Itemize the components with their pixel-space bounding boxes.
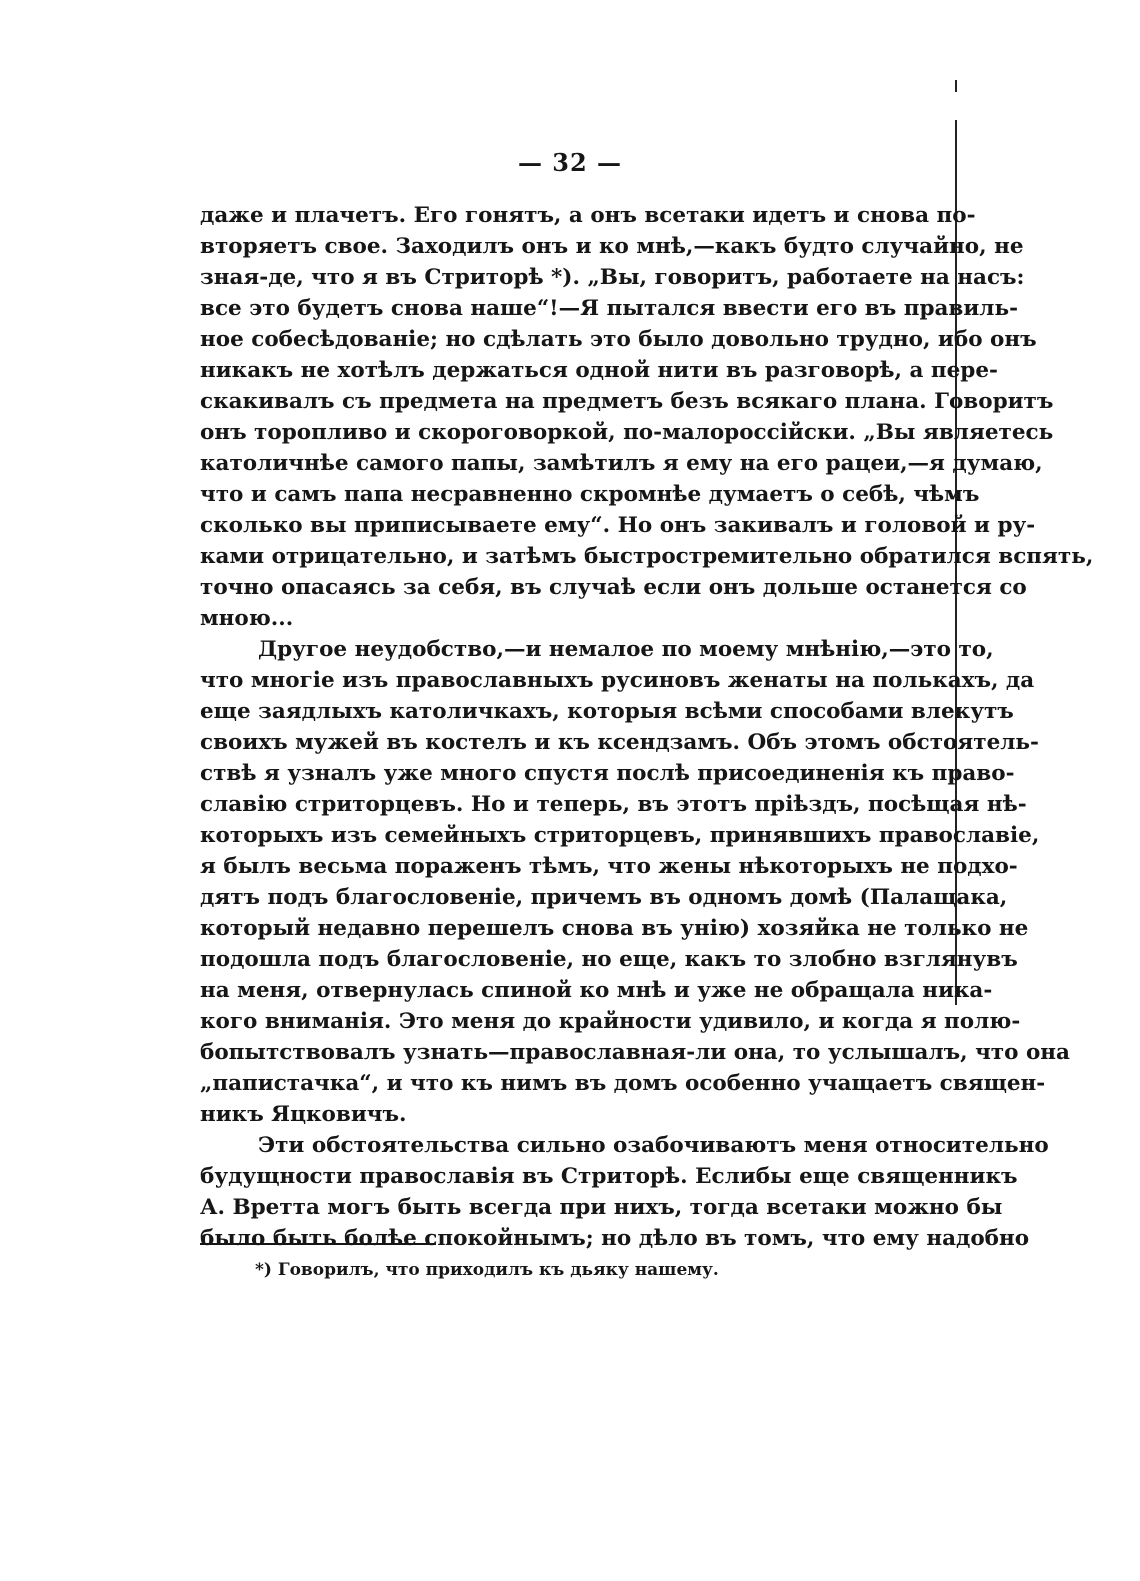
text-line: кого вниманія. Это меня до крайности удивило, и когда я полю- [200,1009,1021,1034]
text-line: никъ Яцковичъ. [200,1102,407,1127]
text-line: еще заядлыхъ католичкахъ, которыя всѣми способами влекутъ [200,699,1014,724]
footnote: *) Говорилъ, что приходилъ къ дьяку нашему. [255,1260,719,1280]
text-line: которыхъ изъ семейныхъ стриторцевъ, принявшихъ православіе, [200,823,1040,848]
text-line: Другое неудобство,—и немалое по моему мнѣнію,—это то, [258,637,994,662]
text-line: будущности православія въ Стриторѣ. Еслибы еще священникъ [200,1164,1018,1189]
body-text [200,200,1094,1254]
text-line: что многіе изъ православныхъ русиновъ женаты на полькахъ, да [200,668,1035,693]
text-line: зная-де, что я въ Стриторѣ *). „Вы, говоритъ, работаете на насъ: [200,265,1025,290]
text-line: что и самъ папа несравненно скромнѣе думаетъ о себѣ, чѣмъ [200,482,980,507]
text-line: Эти обстоятельства сильно озабочиваютъ меня относительно [258,1133,1049,1158]
paragraph-2 [200,634,1070,1130]
text-line: славію стриторцевъ. Но и теперь, въ этотъ пріѣздъ, посѣщая нѣ- [200,792,1027,817]
text-line: даже и плачетъ. Его гонятъ, а онъ всетаки идетъ и снова по- [200,203,976,228]
text-line: католичнѣе самого папы, замѣтилъ я ему на его рацеи,—я думаю, [200,451,1043,476]
text-line: дятъ подъ благословеніе, причемъ въ одномъ домѣ (Палащака, [200,885,1008,910]
margin-mark [955,80,957,92]
text-line: на меня, отвернулась спиной ко мнѣ и уже не обращала ника- [200,978,993,1003]
text-line: я былъ весьма пораженъ тѣмъ, что жены нѣкоторыхъ не подхо- [200,854,1018,879]
text-line: сколько вы приписываете ему“. Но онъ закивалъ и головой и ру- [200,513,1036,538]
text-line: ное собесѣдованіе; но сдѣлать это было довольно трудно, ибо онъ [200,327,1037,352]
text-line: точно опасаясь за себя, въ случаѣ если онъ дольше останется со [200,575,1027,600]
text-line: было быть болѣе спокойнымъ; но дѣло въ томъ, что ему надобно [200,1226,1030,1251]
text-line: „папистачка“, и что къ нимъ въ домъ особенно учащаетъ священ- [200,1071,1046,1096]
text-line: мною... [200,606,294,631]
text-line: онъ торопливо и скороговоркой, по-малороссійски. „Вы являетесь [200,420,1054,445]
footnote-rule [200,1243,436,1245]
text-line: ками отрицательно, и затѣмъ быстростремительно обратился вспять, [200,544,1094,569]
text-line: скакивалъ съ предмета на предметъ безъ всякаго плана. Говоритъ [200,389,1054,414]
text-line: А. Вретта могъ быть всегда при нихъ, тогда всетаки можно бы [200,1195,1003,1220]
text-line: ствѣ я узналъ уже много спустя послѣ присоединенія къ право- [200,761,1015,786]
text-line: все это будетъ снова наше“!—Я пытался ввести его въ правиль- [200,296,1018,321]
text-line: который недавно перешелъ снова въ унію) хозяйка не только не [200,916,1029,941]
text-line: подошла подъ благословеніе, но еще, какъ то злобно взглянувъ [200,947,1018,972]
text-line: своихъ мужей въ костелъ и къ ксендзамъ. Объ этомъ обстоятель- [200,730,1039,755]
text-line: никакъ не хотѣлъ держаться одной нити въ разговорѣ, а пере- [200,358,998,383]
page-number: — 32 — [517,148,623,177]
text-line: бопытствовалъ узнать—православная-ли она, то услышалъ, что она [200,1040,1070,1065]
paragraph-3 [200,1130,1049,1254]
paragraph-1 [200,200,1094,634]
text-line: вторяетъ свое. Заходилъ онъ и ко мнѣ,—какъ будто случайно, не [200,234,1024,259]
